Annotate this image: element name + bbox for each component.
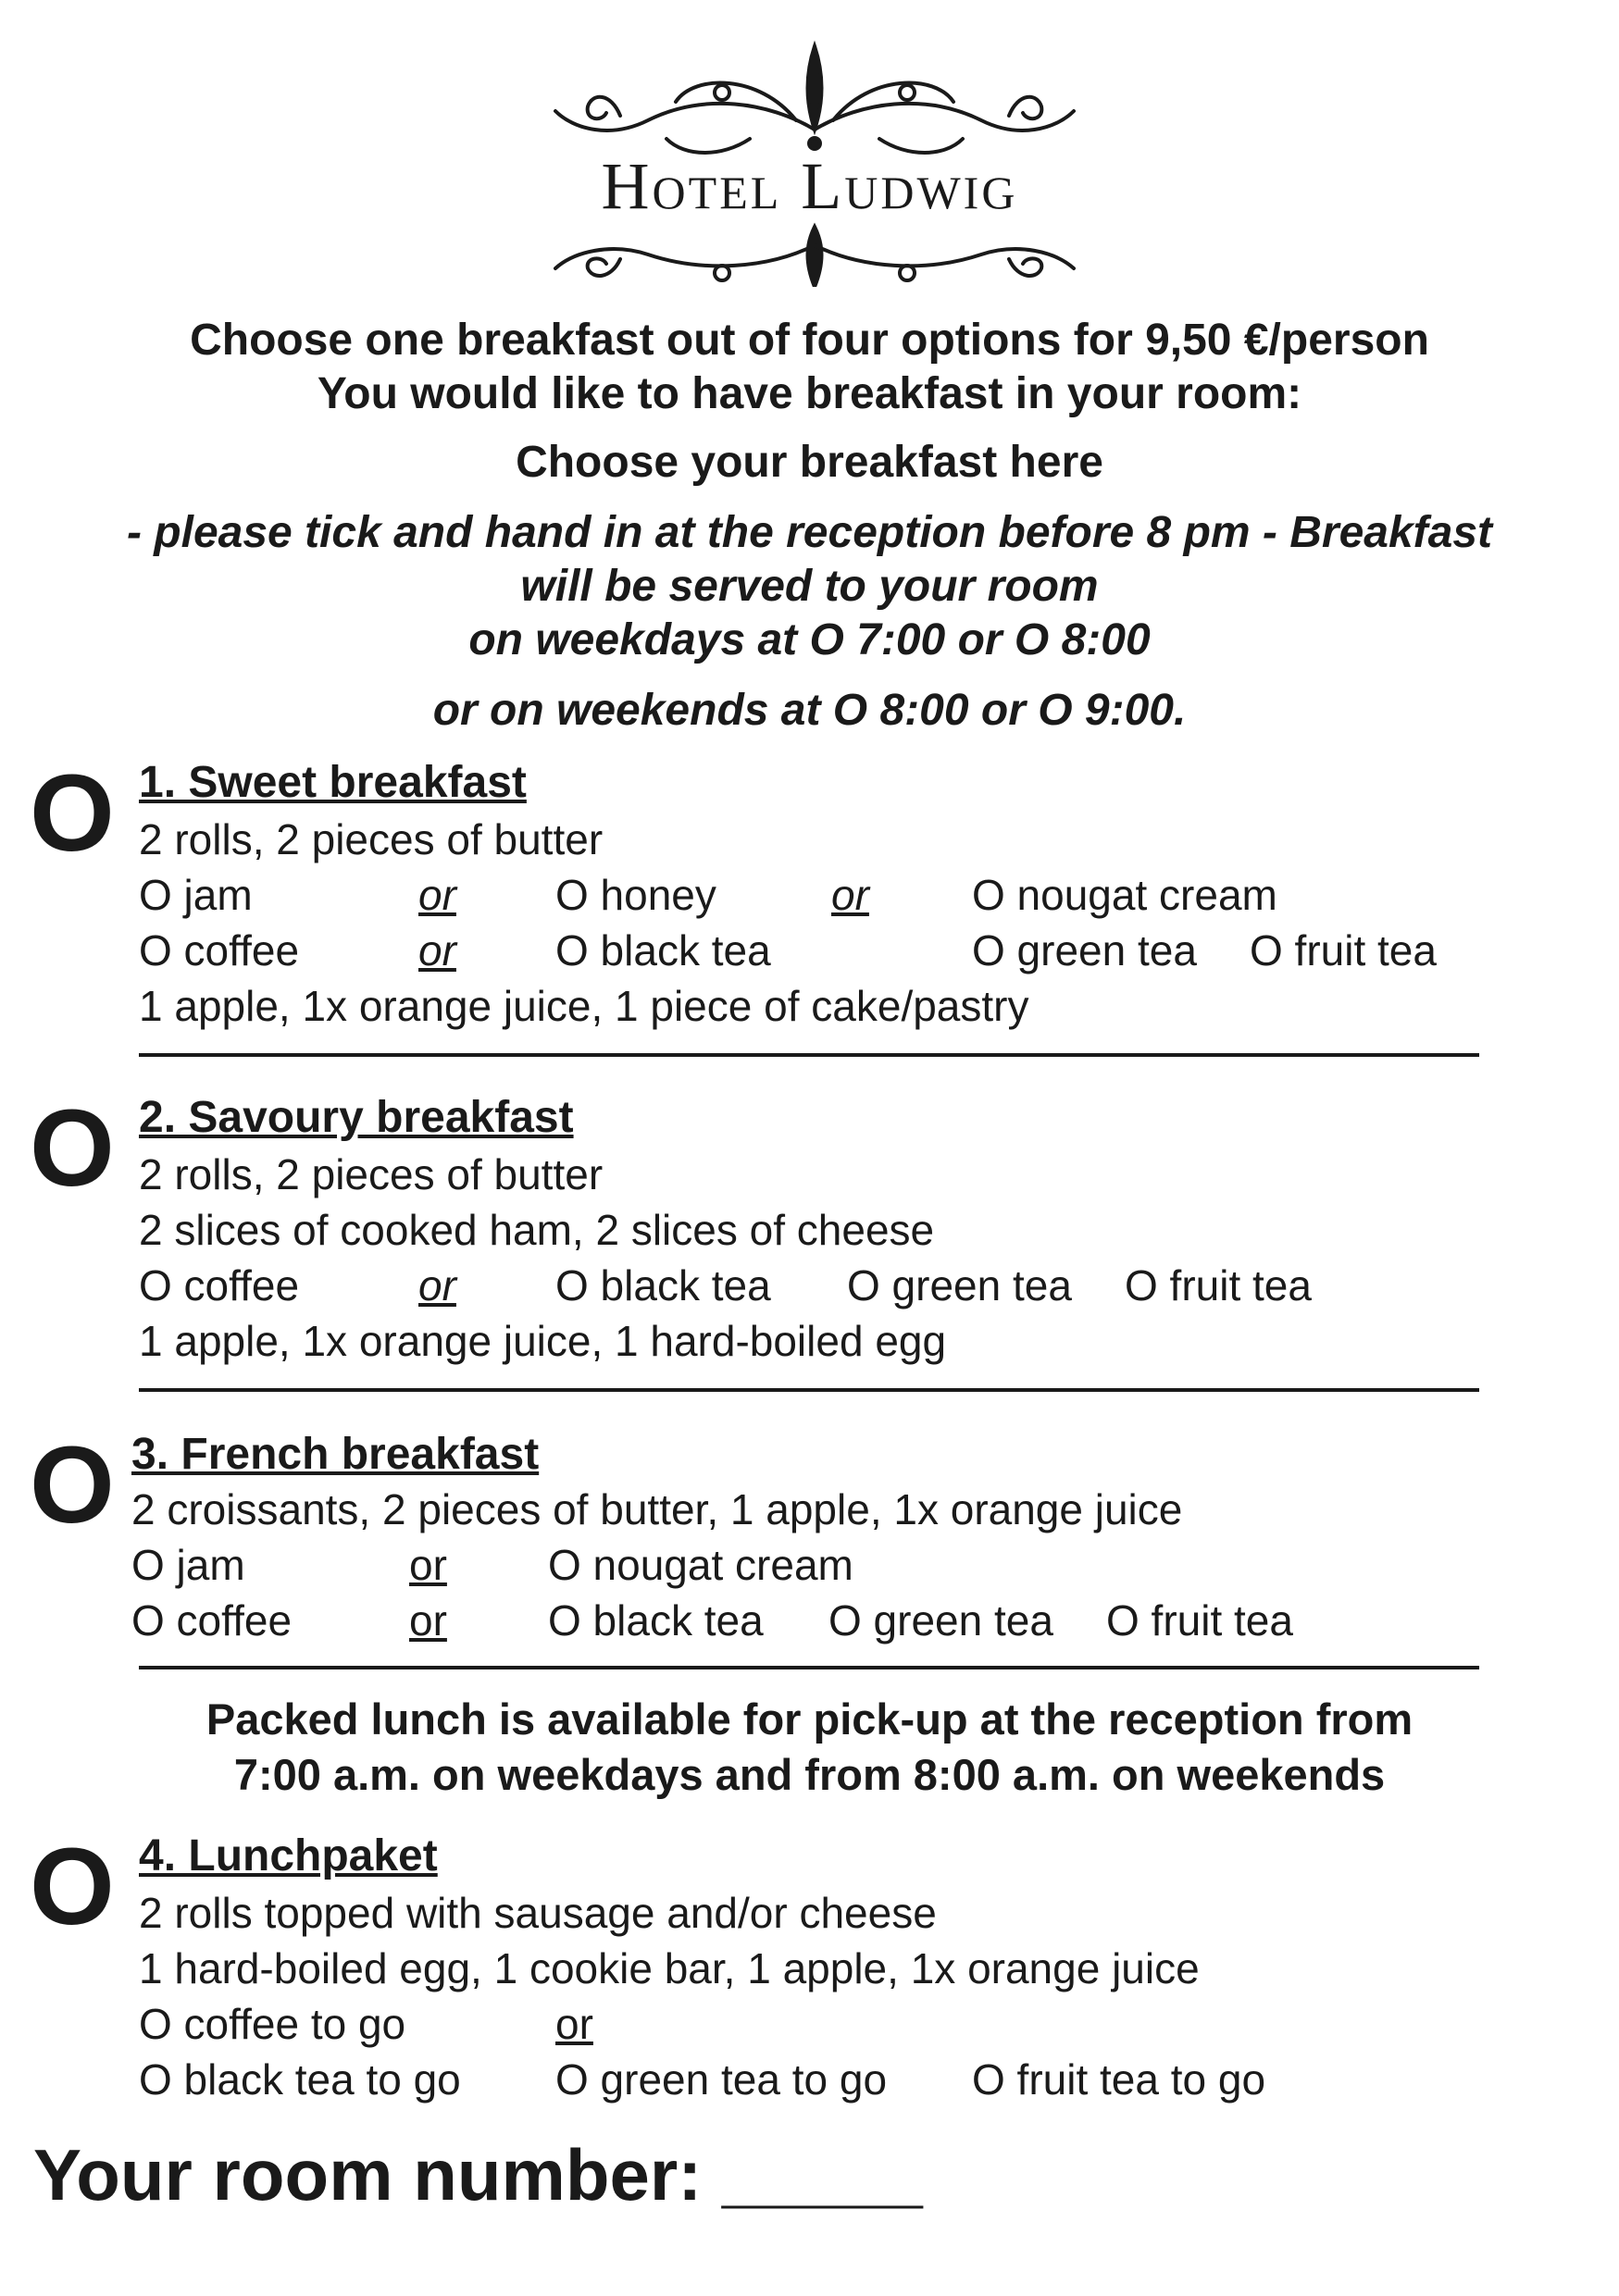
option3-or-1: or: [409, 1541, 447, 1589]
option1-jam[interactable]: O jam: [139, 871, 253, 919]
divider-3: [139, 1666, 1479, 1669]
option2-title: 2. Savoury breakfast: [139, 1093, 574, 1142]
divider-1: [139, 1053, 1479, 1057]
option1-green-tea[interactable]: O green tea: [972, 926, 1197, 974]
option2-line4: 1 apple, 1x orange juice, 1 hard-boiled egg: [139, 1317, 947, 1365]
option3-or-2: or: [409, 1596, 447, 1644]
instruction-line-4: or on weekends at O 8:00 or O 9:00.: [432, 686, 1187, 735]
room-question: You would like to have breakfast in your room:: [317, 369, 1302, 418]
option1-or-1: or: [418, 871, 456, 919]
option1-black-tea[interactable]: O black tea: [555, 926, 771, 974]
option1-or-2: or: [831, 871, 869, 919]
option1-title: 1. Sweet breakfast: [139, 758, 527, 807]
option1-checkbox[interactable]: O: [30, 752, 115, 875]
instruction-line-1: - please tick and hand in at the reception before 8 pm - Breakfast: [126, 508, 1493, 557]
divider-2: [139, 1388, 1479, 1392]
option4-green-tea[interactable]: O green tea to go: [555, 2055, 888, 2104]
option3-coffee[interactable]: O coffee: [131, 1596, 293, 1644]
option2-or: or: [418, 1261, 456, 1309]
option1-line4: 1 apple, 1x orange juice, 1 piece of cake/pastry: [139, 982, 1029, 1030]
option4-or: or: [555, 2000, 593, 2048]
option1-nougat[interactable]: O nougat cream: [972, 871, 1277, 919]
option4-line2: 1 hard-boiled egg, 1 cookie bar, 1 apple, 1x orange juice: [139, 1944, 1200, 1992]
option2-black-tea[interactable]: O black tea: [555, 1261, 771, 1309]
offer-text: Choose one breakfast out of four options for 9,50 €/person: [190, 316, 1429, 365]
option3-green-tea[interactable]: O green tea: [828, 1596, 1053, 1644]
option1-fruit-tea[interactable]: O fruit tea: [1250, 926, 1437, 974]
option3-line1: 2 croissants, 2 pieces of butter, 1 apple, 1x orange juice: [131, 1485, 1183, 1533]
option3-jam[interactable]: O jam: [131, 1541, 245, 1589]
option4-fruit-tea[interactable]: O fruit tea to go: [972, 2055, 1266, 2104]
option2-green-tea[interactable]: O green tea: [847, 1261, 1072, 1309]
option3-black-tea[interactable]: O black tea: [548, 1596, 764, 1644]
option1-coffee[interactable]: O coffee: [139, 926, 300, 974]
option3-title: 3. French breakfast: [131, 1430, 540, 1479]
option2-fruit-tea[interactable]: O fruit tea: [1125, 1261, 1312, 1309]
option1-line1: 2 rolls, 2 pieces of butter: [139, 815, 604, 863]
option4-black-tea[interactable]: O black tea to go: [139, 2055, 461, 2104]
option4-checkbox[interactable]: O: [30, 1826, 115, 1948]
option2-line1: 2 rolls, 2 pieces of butter: [139, 1150, 604, 1198]
option2-coffee[interactable]: O coffee: [139, 1261, 300, 1309]
option3-nougat[interactable]: O nougat cream: [548, 1541, 853, 1589]
instruction-line-2: will be served to your room: [520, 562, 1099, 611]
option4-coffee[interactable]: O coffee to go: [139, 2000, 406, 2048]
option3-checkbox[interactable]: O: [30, 1424, 115, 1546]
option4-title: 4. Lunchpaket: [139, 1831, 438, 1880]
option2-checkbox[interactable]: O: [30, 1087, 115, 1210]
instruction-line-3: on weekdays at O 7:00 or O 8:00: [468, 615, 1151, 664]
room-number-field[interactable]: Your room number: _____: [33, 2134, 923, 2215]
hotel-name: Hotel Ludwig: [601, 149, 1018, 223]
packed-lunch-line-1: Packed lunch is available for pick-up at the reception from: [205, 1694, 1414, 1744]
option1-or-3: or: [418, 926, 456, 974]
option4-line1: 2 rolls topped with sausage and/or cheese: [139, 1889, 937, 1937]
choose-here: Choose your breakfast here: [516, 438, 1103, 487]
packed-lunch-line-2: 7:00 a.m. on weekdays and from 8:00 a.m. on weekends: [233, 1750, 1386, 1799]
option3-fruit-tea[interactable]: O fruit tea: [1106, 1596, 1293, 1644]
option1-honey[interactable]: O honey: [555, 871, 716, 919]
option2-line2: 2 slices of cooked ham, 2 slices of cheese: [139, 1206, 935, 1254]
